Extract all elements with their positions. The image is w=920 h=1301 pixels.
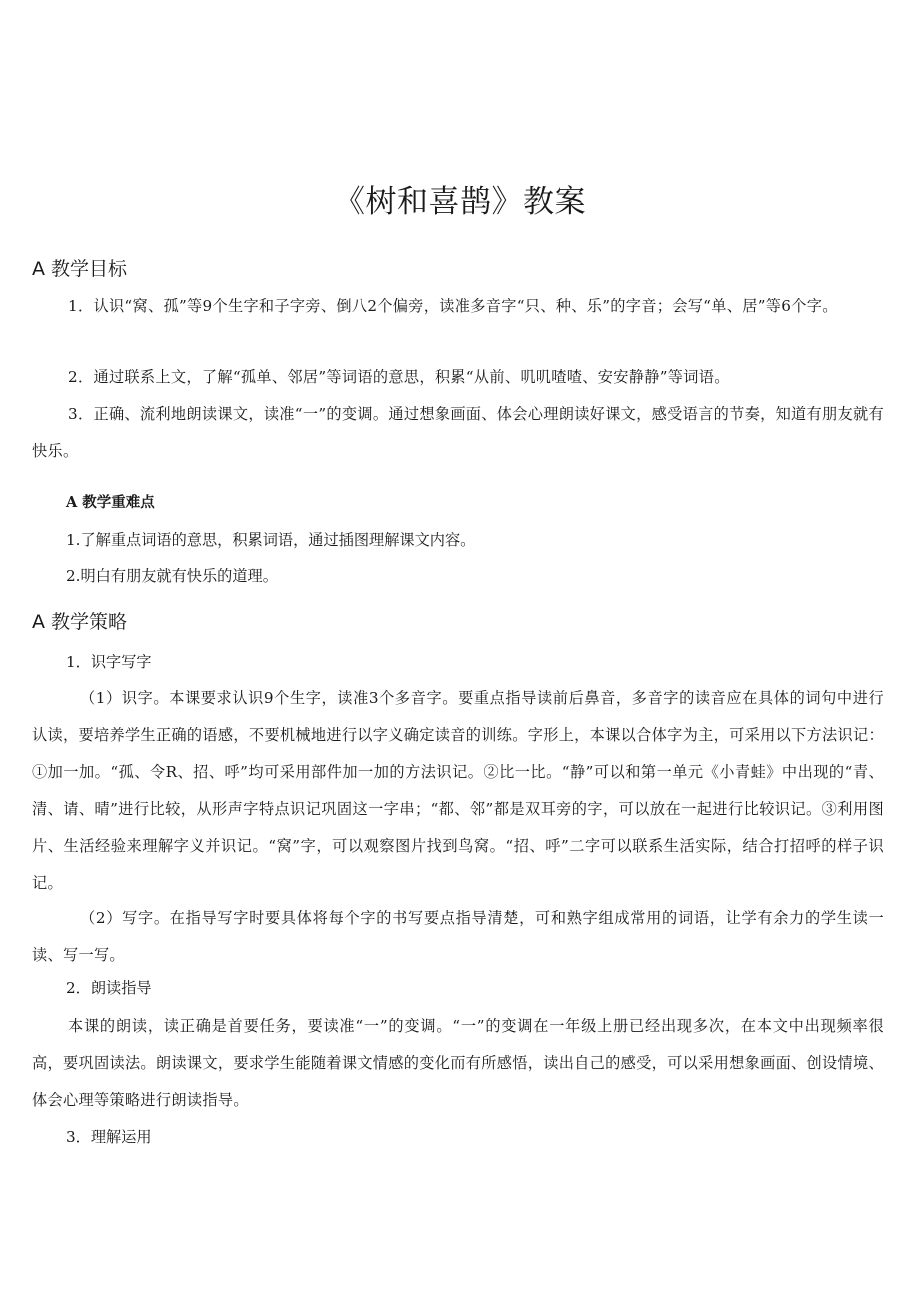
strategy-sub-heading-1: 1．识字写字 <box>66 653 152 671</box>
goal-item-2: 2．通过联系上文，了解“孤单、邻居”等词语的意思，积累“从前、叽叽喳喳、安安静静”等词语。 <box>68 368 730 386</box>
section-heading-key-points: A 教学重难点 <box>66 494 155 511</box>
section-heading-goals: A 教学目标 <box>32 258 128 280</box>
goal-item-3: 3．正确、流利地朗读课文，读准“一”的变调。通过想象画面、体会心理朗读好课文，感受语言的节奏，知道有朋友就有快乐。 <box>32 405 884 460</box>
strategy-sub-heading-2: 2．朗读指导 <box>66 979 152 997</box>
strategy-sub-heading-3: 3．理解运用 <box>66 1128 152 1146</box>
strategy-reading-paragraph: 本课的朗读，读正确是首要任务，要读准“一”的变调。“一”的变调在一年级上册已经出现多次，在本文中出现频率很高，要巩固读法。朗读课文，要求学生能随着课文情感的变化而有所感悟，读出自己的感受，可以采用想象画面、创设情境、体会心理等策略进行朗读指导。 <box>32 1017 884 1109</box>
key-point-1: 1.了解重点词语的意思，积累词语，通过插图理解课文内容。 <box>66 531 476 549</box>
section-heading-strategy: A 教学策略 <box>32 611 128 633</box>
goal-item-1: 1．认识“窝、孤”等9个生字和子字旁、倒八2个偏旁，读准多音字“只、种、乐”的字音；会写“单、居”等6个字。 <box>68 297 838 315</box>
document-title: 《树和喜鹊》教案 <box>334 184 586 220</box>
strategy-writing-paragraph: （2）写字。在指导写字时要具体将每个字的书写要点指导清楚，可和熟字组成常用的词语，让学有余力的学生读一读、写一写。 <box>32 909 884 964</box>
key-point-2: 2.明白有朋友就有快乐的道理。 <box>66 567 278 585</box>
strategy-literacy-paragraph: （1）识字。本课要求认识9个生字，读准3个多音字。要重点指导读前后鼻音，多音字的读音应在具体的词句中进行认读，要培养学生正确的语感，不要机械地进行以字义确定读音的训练。字形上，本课以合体字为主，可采用以下方法识记：①加一加。“孤、令R、招、呼”均可采用部件加一加的方法识记。②比一比。“静”可以和第一单元《小青蛙》中出现的“青、清、请、晴”进行比较，从形声字特点识记巩固这一字串；“都、邻”都是双耳旁的字，可以放在一起进行比较识记。③利用图片、生活经验来理解字义并识记。“窝”字，可以观察图片找到鸟窝。“招、呼”二字可以联系生活实际，结合打招呼的样子识记。 <box>32 689 884 892</box>
